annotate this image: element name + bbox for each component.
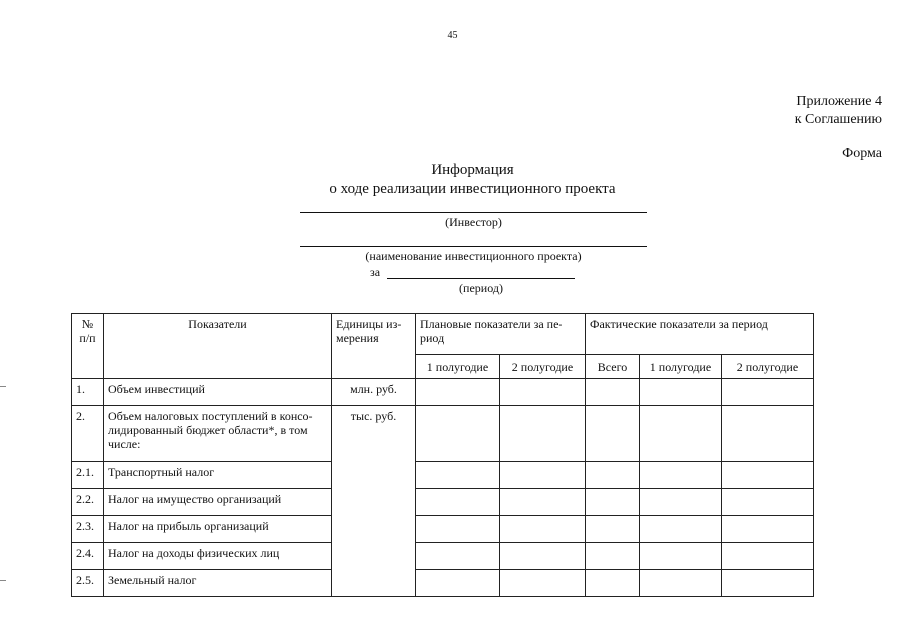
row-unit: тыс. руб.: [332, 406, 416, 597]
cell-planned-h1: [416, 516, 500, 543]
row-label: Земельный налог: [104, 570, 332, 597]
margin-mark: [0, 386, 6, 387]
header-planned-h1: 1 полугодие: [416, 355, 500, 379]
header-num: № п/п: [72, 314, 104, 379]
cell-actual-total: [586, 516, 640, 543]
form-label: Форма: [842, 146, 882, 161]
investor-fill-line: [300, 212, 647, 213]
cell-actual-h1: [640, 543, 722, 570]
cell-actual-h1: [640, 462, 722, 489]
title-line-1: Информация: [431, 162, 514, 178]
cell-actual-total: [586, 406, 640, 462]
row-num: 2.2.: [72, 489, 104, 516]
cell-planned-h1: [416, 406, 500, 462]
row-label: Объем инвестиций: [104, 379, 332, 406]
table-row: [72, 516, 814, 543]
cell-actual-total: [586, 570, 640, 597]
cell-planned-h2: [500, 570, 586, 597]
row-num: 2.4.: [72, 543, 104, 570]
row-num: 1.: [72, 379, 104, 406]
cell-actual-total: [586, 543, 640, 570]
project-name-fill-line: [300, 246, 647, 247]
cell-actual-total: [586, 489, 640, 516]
cell-actual-h2: [722, 543, 814, 570]
period-fill-line: [387, 278, 575, 279]
investment-info-table: [71, 313, 814, 597]
header-actual-h2: 2 полугодие: [722, 355, 814, 379]
project-name-caption: (наименование инвестиционного проекта): [365, 249, 582, 263]
appendix-line-1: Приложение 4: [796, 94, 882, 109]
row-label: Налог на доходы физических лиц: [104, 543, 332, 570]
header-units: Единицы из-мерения: [332, 314, 416, 379]
header-planned-h2: 2 полугодие: [500, 355, 586, 379]
cell-actual-total: [586, 462, 640, 489]
period-caption: (период): [459, 281, 503, 295]
header-actual: Фактические показатели за период: [586, 314, 814, 355]
cell-actual-h2: [722, 406, 814, 462]
header-row: [72, 314, 814, 355]
cell-actual-h1: [640, 379, 722, 406]
cell-actual-h1: [640, 406, 722, 462]
table-row: [72, 462, 814, 489]
cell-planned-h1: [416, 462, 500, 489]
cell-actual-total: [586, 379, 640, 406]
header-actual-h1: 1 полугодие: [640, 355, 722, 379]
cell-actual-h2: [722, 489, 814, 516]
row-label: Транспортный налог: [104, 462, 332, 489]
header-indicators: Показатели: [104, 314, 332, 379]
cell-planned-h1: [416, 489, 500, 516]
cell-actual-h2: [722, 462, 814, 489]
margin-mark: [0, 580, 6, 581]
cell-planned-h2: [500, 543, 586, 570]
document-title: [0, 161, 905, 199]
cell-planned-h1: [416, 543, 500, 570]
row-num: 2.3.: [72, 516, 104, 543]
row-num: 2.5.: [72, 570, 104, 597]
investor-caption: (Инвестор): [445, 215, 502, 229]
row-label: Налог на прибыль организаций: [104, 516, 332, 543]
cell-actual-h1: [640, 516, 722, 543]
cell-planned-h1: [416, 570, 500, 597]
cell-actual-h2: [722, 516, 814, 543]
header-actual-total: Всего: [586, 355, 640, 379]
row-num: 2.: [72, 406, 104, 462]
appendix-reference: [795, 93, 882, 129]
cell-planned-h2: [500, 516, 586, 543]
cell-planned-h1: [416, 379, 500, 406]
cell-actual-h2: [722, 570, 814, 597]
cell-actual-h1: [640, 570, 722, 597]
table-row: [72, 543, 814, 570]
cell-planned-h2: [500, 489, 586, 516]
period-prefix: за: [370, 265, 381, 279]
row-label: Налог на имущество организаций: [104, 489, 332, 516]
page-number: 45: [447, 30, 458, 41]
title-line-2: о ходе реализации инвестиционного проекта: [329, 181, 616, 197]
row-num: 2.1.: [72, 462, 104, 489]
row-label-text: Объем налоговых поступлений в консо-лидированный бюджет области*, в том числе:: [108, 409, 313, 451]
table-row: [72, 406, 814, 462]
cell-planned-h2: [500, 379, 586, 406]
table-row: [72, 489, 814, 516]
cell-planned-h2: [500, 406, 586, 462]
row-unit: млн. руб.: [332, 379, 416, 406]
table-row: [72, 379, 814, 406]
cell-actual-h2: [722, 379, 814, 406]
cell-planned-h2: [500, 462, 586, 489]
cell-actual-h1: [640, 489, 722, 516]
row-label: [104, 406, 332, 462]
table-row: [72, 570, 814, 597]
appendix-line-2: к Соглашению: [794, 112, 882, 127]
header-planned: Плановые показатели за пе-риод: [416, 314, 586, 355]
